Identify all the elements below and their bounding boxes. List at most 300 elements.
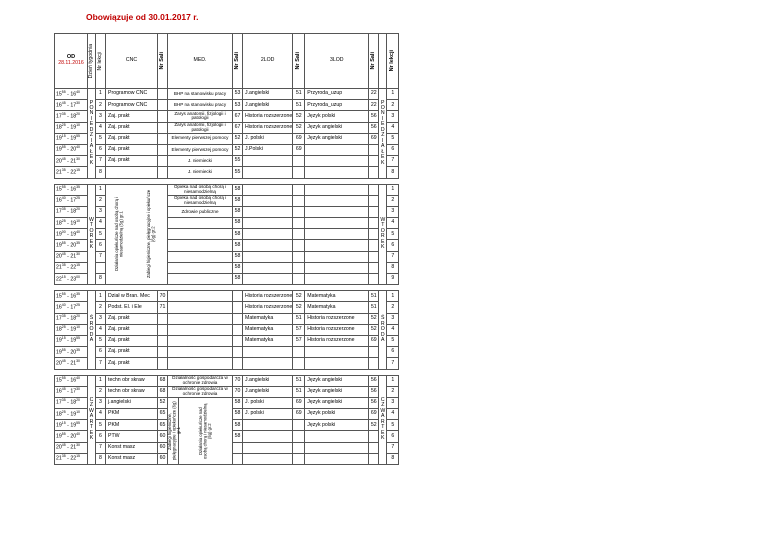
med-room: 58 — [233, 229, 243, 240]
lod3-room: 52 — [369, 324, 379, 335]
med-subject: Opieka nad osobą chorą i niesamodzielną — [168, 195, 233, 206]
lesson-number: 4 — [96, 409, 106, 420]
lesson-time: $17^{35} - 18^{20}$ — [55, 397, 88, 408]
lesson-time: $17^{35} - 18^{20}$ — [55, 111, 88, 122]
lod3-subject — [305, 240, 369, 251]
lod2-room — [293, 251, 305, 262]
lod3-room — [369, 206, 379, 217]
lesson-number: 7 — [96, 442, 106, 453]
med-room — [233, 291, 243, 302]
lesson-number: 2 — [96, 100, 106, 111]
lod2-room: 52 — [293, 111, 305, 122]
day-label-left: W T O R E K — [88, 184, 96, 285]
lod2-subject — [243, 453, 293, 464]
lesson-time: $21^{35} - 22^{15}$ — [55, 453, 88, 464]
od-header — [55, 34, 88, 89]
med-subject: Elementy pierwszej pomocy — [168, 133, 233, 144]
lod2-room — [293, 156, 305, 167]
lesson-time: $19^{00} - 19^{40}$ — [55, 229, 88, 240]
lesson-number-right: 1 — [387, 291, 399, 302]
lesson-number-right: 6 — [387, 144, 399, 155]
cnc-room: 70 — [158, 291, 168, 302]
table-row — [55, 184, 399, 195]
med-subject — [168, 347, 233, 358]
lod3-subject — [305, 453, 369, 464]
table-row — [55, 133, 399, 144]
lesson-time: $19^{55} - 20^{35}$ — [55, 240, 88, 251]
lod2-subject: J. polski — [243, 397, 293, 408]
lod3-subject: Język angielski — [305, 397, 369, 408]
lesson-number: 7 — [96, 358, 106, 369]
lod2-subject — [243, 431, 293, 442]
med-room: 58 — [233, 184, 243, 195]
lod2-subject: J. polski — [243, 409, 293, 420]
cnc-room — [158, 122, 168, 133]
med-room: 52 — [233, 133, 243, 144]
lod3-room: 56 — [369, 397, 379, 408]
lod3-subject — [305, 358, 369, 369]
med-room — [233, 347, 243, 358]
lod2-subject — [243, 240, 293, 251]
cnc-room: 60 — [158, 431, 168, 442]
lod2-subject — [243, 167, 293, 178]
lod3-subject — [305, 431, 369, 442]
lod3-room — [369, 347, 379, 358]
lesson-time: $17^{35} - 18^{20}$ — [55, 313, 88, 324]
lesson-time: $18^{25} - 19^{10}$ — [55, 218, 88, 229]
med-subject — [168, 229, 233, 240]
med-subject: Zarys anatomii, fizjologii i patologii — [168, 122, 233, 133]
lesson-number: 8 — [96, 453, 106, 464]
lod2-subject — [243, 420, 293, 431]
table-row — [55, 89, 399, 100]
lod3-subject: Język polski — [305, 111, 369, 122]
med-room: 67 — [233, 122, 243, 133]
lesson-time: $20^{45} - 21^{30}$ — [55, 442, 88, 453]
lesson-number: 7 — [96, 156, 106, 167]
lod2-subject: J.Polski — [243, 144, 293, 155]
lod2-subject: Historia rozszerzone — [243, 291, 293, 302]
cnc-room: 52 — [158, 397, 168, 408]
cnc-subject: Podst. El. i Ele — [106, 302, 158, 313]
lod2-subject — [243, 195, 293, 206]
lod2-room — [293, 195, 305, 206]
cnc-subject: Zaj. prakt — [106, 347, 158, 358]
day-label-right: P O N I E D Z I A Ł E K — [379, 89, 387, 179]
lesson-number-right: 1 — [387, 89, 399, 100]
lod3-subject: Język angielski — [305, 122, 369, 133]
lod3-room: 52 — [369, 313, 379, 324]
col-room1-header: Nr Sali — [158, 34, 168, 89]
cnc-room: 60 — [158, 453, 168, 464]
med-room: 52 — [233, 144, 243, 155]
lesson-number: 3 — [96, 206, 106, 217]
cnc-room: 65 — [158, 409, 168, 420]
lesson-time: $16^{40} - 17^{25}$ — [55, 195, 88, 206]
lod2-room: 69 — [293, 409, 305, 420]
lesson-number: 6 — [96, 347, 106, 358]
col-nr-header: Nr lekcji — [387, 34, 399, 89]
lesson-number-right: 2 — [387, 386, 399, 397]
lesson-number-right: 9 — [387, 274, 399, 285]
lod3-room — [369, 251, 379, 262]
table-row — [55, 313, 399, 324]
lod2-subject: Matematyka — [243, 324, 293, 335]
table-row — [55, 347, 399, 358]
med-room — [233, 442, 243, 453]
lod2-subject — [243, 206, 293, 217]
lesson-time: $19^{15} - 19^{55}$ — [55, 133, 88, 144]
med-room: 58 — [233, 409, 243, 420]
lod2-subject: J. polski — [243, 133, 293, 144]
cnc-group-block: Działania opiekuńcze nad osobą chorą i niesamodzielną (5g) gr.1 Zabiegi higieniczne, pielęgnacyjne i opiekuńcze (6g) gr.2 — [106, 184, 168, 285]
cnc-subject: PTW — [106, 431, 158, 442]
col-med-header: MED. — [168, 34, 233, 89]
cnc-subject: Dział w Bran. Mec — [106, 291, 158, 302]
day-label-right: W T O R E K — [379, 184, 387, 285]
lesson-number-right: 4 — [387, 324, 399, 335]
med-room: 58 — [233, 274, 243, 285]
lod3-room: 56 — [369, 122, 379, 133]
table-row — [55, 100, 399, 111]
med-room: 70 — [233, 386, 243, 397]
med-group-block: Zabiegi higieniczne, pielęgnacyjne i opiekuńcze (6g) gr.1 — [168, 397, 179, 464]
med-subject — [168, 302, 233, 313]
lod3-room: 51 — [369, 291, 379, 302]
lod3-room — [369, 229, 379, 240]
lod2-subject: Historia rozszerzone — [243, 122, 293, 133]
lod2-subject: Historia rozszerzone — [243, 111, 293, 122]
cnc-room — [158, 156, 168, 167]
lod3-room: 69 — [369, 335, 379, 346]
lesson-number-right: 8 — [387, 167, 399, 178]
lesson-number-right: 2 — [387, 100, 399, 111]
med-room: 58 — [233, 240, 243, 251]
lod2-room — [293, 358, 305, 369]
med-room: 70 — [233, 375, 243, 386]
lod3-room — [369, 144, 379, 155]
lesson-number: 3 — [96, 397, 106, 408]
lesson-time: $19^{55} - 20^{35}$ — [55, 347, 88, 358]
lod3-subject: Język angielski — [305, 386, 369, 397]
lod3-subject — [305, 251, 369, 262]
med-subject: Działalność gospodarcza w ochronie zdrowia — [168, 375, 233, 386]
lod3-room — [369, 195, 379, 206]
cnc-subject: Zaj. prakt — [106, 111, 158, 122]
lod3-room: 69 — [369, 409, 379, 420]
lesson-number-right: 6 — [387, 240, 399, 251]
med-room: 58 — [233, 206, 243, 217]
lesson-time: $18^{25} - 19^{10}$ — [55, 324, 88, 335]
lesson-number-right: 7 — [387, 156, 399, 167]
lesson-time: $15^{55} - 16^{35}$ — [55, 184, 88, 195]
lod3-subject: Język polski — [305, 420, 369, 431]
timetable — [54, 33, 399, 465]
cnc-room — [158, 347, 168, 358]
lod3-subject — [305, 347, 369, 358]
cnc-room: 71 — [158, 302, 168, 313]
lod3-subject — [305, 167, 369, 178]
lesson-number: 8 — [96, 274, 106, 285]
med-room — [233, 302, 243, 313]
table-row — [55, 156, 399, 167]
table-row — [55, 386, 399, 397]
lesson-number-right: 8 — [387, 262, 399, 273]
lod3-subject — [305, 218, 369, 229]
cnc-subject: Zaj. prakt — [106, 335, 158, 346]
lod2-room: 52 — [293, 122, 305, 133]
col-room2-header: Nr Sali — [233, 34, 243, 89]
med-subject — [168, 274, 233, 285]
lesson-number: 3 — [96, 313, 106, 324]
lesson-number: 4 — [96, 218, 106, 229]
lesson-number: 6 — [96, 240, 106, 251]
lod2-subject: Matematyka — [243, 335, 293, 346]
cnc-room — [158, 324, 168, 335]
lod2-room: 51 — [293, 100, 305, 111]
lesson-number: 5 — [96, 420, 106, 431]
med-subject: J. niemiecki — [168, 167, 233, 178]
lesson-number: 1 — [96, 375, 106, 386]
lesson-number-right: 3 — [387, 111, 399, 122]
lod3-room — [369, 156, 379, 167]
lod2-room: 69 — [293, 133, 305, 144]
lesson-number: 1 — [96, 184, 106, 195]
lod3-room — [369, 262, 379, 273]
lod2-room: 51 — [293, 313, 305, 324]
lod3-subject — [305, 442, 369, 453]
med-room — [233, 335, 243, 346]
cnc-room — [158, 313, 168, 324]
lesson-number: 5 — [96, 335, 106, 346]
lod2-subject — [243, 156, 293, 167]
table-row — [55, 375, 399, 386]
lesson-number-right: 3 — [387, 206, 399, 217]
cnc-room: 68 — [158, 375, 168, 386]
med-room: 55 — [233, 167, 243, 178]
cnc-room — [158, 167, 168, 178]
lod3-room: 69 — [369, 133, 379, 144]
lod2-room: 51 — [293, 386, 305, 397]
cnc-subject: Programow CNC — [106, 89, 158, 100]
cnc-room — [158, 358, 168, 369]
lesson-time: $20^{45} - 21^{30}$ — [55, 251, 88, 262]
lod2-subject — [243, 218, 293, 229]
cnc-room: 65 — [158, 420, 168, 431]
lesson-time: $21^{35} - 22^{15}$ — [55, 262, 88, 273]
lod3-room — [369, 431, 379, 442]
med-subject: Działalność gospodarcza w ochronie zdrowia — [168, 386, 233, 397]
table-row — [55, 335, 399, 346]
med-room: 58 — [233, 251, 243, 262]
lod2-subject — [243, 229, 293, 240]
od-date: 28.11.2016 — [58, 60, 84, 67]
lod2-subject: J.angielski — [243, 375, 293, 386]
od-label: OD — [66, 54, 76, 61]
med-subject — [168, 291, 233, 302]
med-subject — [168, 313, 233, 324]
table-row — [55, 324, 399, 335]
lod2-room — [293, 167, 305, 178]
cnc-room — [158, 133, 168, 144]
cnc-subject: Zaj. prakt — [106, 358, 158, 369]
lod2-room: 57 — [293, 324, 305, 335]
lod3-subject: Przyroda_uzup — [305, 89, 369, 100]
table-row — [55, 397, 399, 408]
lod2-subject — [243, 251, 293, 262]
lod3-subject — [305, 274, 369, 285]
lod3-subject: Historia rozszerzone — [305, 313, 369, 324]
day-label-left: P O N I E D Z I A Ł E K — [88, 89, 96, 179]
lesson-number-right: 2 — [387, 302, 399, 313]
med-room — [233, 313, 243, 324]
lesson-number-right: 2 — [387, 195, 399, 206]
lesson-number: 6 — [96, 144, 106, 155]
med-subject — [168, 251, 233, 262]
lod2-subject — [243, 274, 293, 285]
lesson-number-right: 3 — [387, 313, 399, 324]
cnc-room: 60 — [158, 442, 168, 453]
lesson-number-right: 3 — [387, 397, 399, 408]
col-day-header: Dzień tygodnia — [88, 34, 96, 89]
lesson-time: $19^{55} - 20^{40}$ — [55, 431, 88, 442]
lesson-time: $19^{15} - 19^{55}$ — [55, 420, 88, 431]
lod2-room — [293, 431, 305, 442]
lod2-room — [293, 229, 305, 240]
cnc-subject: Zaj. prakt — [106, 133, 158, 144]
lod3-subject — [305, 156, 369, 167]
lod2-subject — [243, 184, 293, 195]
col-room4-header: Nr Sali — [369, 34, 379, 89]
lod3-room — [369, 240, 379, 251]
med-group-block-2: Działania opiekuńcze nad osobą chorą i niesamodzielną (5g) gr.2 — [179, 397, 233, 464]
lod3-room: 56 — [369, 111, 379, 122]
med-room: 53 — [233, 100, 243, 111]
header-row — [55, 34, 399, 89]
col-day2-header — [379, 34, 387, 89]
med-subject: BHP na stanowisku pracy — [168, 100, 233, 111]
lod2-subject — [243, 358, 293, 369]
lod2-subject: Historia rozszerzone — [243, 302, 293, 313]
lod3-room: 22 — [369, 89, 379, 100]
med-room — [233, 453, 243, 464]
lod3-subject: Język angielski — [305, 375, 369, 386]
lod2-subject — [243, 347, 293, 358]
med-room: 58 — [233, 397, 243, 408]
med-subject — [168, 240, 233, 251]
lod2-room — [293, 453, 305, 464]
med-subject — [168, 324, 233, 335]
med-subject — [168, 358, 233, 369]
lesson-number-right: 5 — [387, 133, 399, 144]
lesson-time: $18^{25} - 19^{10}$ — [55, 122, 88, 133]
med-subject: Zdrowie publiczne — [168, 206, 233, 217]
col-room3-header: Nr Sali — [293, 34, 305, 89]
table-row — [55, 302, 399, 313]
med-room — [233, 324, 243, 335]
lod3-room — [369, 218, 379, 229]
med-room: 58 — [233, 420, 243, 431]
lod3-room — [369, 167, 379, 178]
lod3-room — [369, 358, 379, 369]
lesson-number-right: 4 — [387, 122, 399, 133]
table-row — [55, 111, 399, 122]
lod3-room: 52 — [369, 420, 379, 431]
lesson-number-right: 4 — [387, 218, 399, 229]
lesson-time: $21^{35} - 22^{15}$ — [55, 167, 88, 178]
table-row — [55, 144, 399, 155]
cnc-subject: j.angielski — [106, 397, 158, 408]
med-room — [233, 358, 243, 369]
lod3-subject: Język polski — [305, 409, 369, 420]
col-3lod-header: 3LOD — [305, 34, 369, 89]
lod3-room: 51 — [369, 302, 379, 313]
lod2-room — [293, 262, 305, 273]
cnc-subject: Konst masz — [106, 442, 158, 453]
lod3-subject — [305, 195, 369, 206]
lesson-time: $16^{45} - 17^{30}$ — [55, 386, 88, 397]
med-room: 58 — [233, 262, 243, 273]
lod2-subject: Matematyka — [243, 313, 293, 324]
cnc-subject: Zaj. prakt — [106, 122, 158, 133]
med-room: 58 — [233, 195, 243, 206]
lod2-room: 69 — [293, 397, 305, 408]
lesson-number: 2 — [96, 386, 106, 397]
lod2-room: 57 — [293, 335, 305, 346]
cnc-room — [158, 111, 168, 122]
med-subject — [168, 262, 233, 273]
lod3-room — [369, 274, 379, 285]
lesson-number: 4 — [96, 324, 106, 335]
cnc-subject: techn obr skraw — [106, 375, 158, 386]
lesson-time: $22^{15} - 23^{00}$ — [55, 274, 88, 285]
table-row — [55, 291, 399, 302]
lesson-number: 5 — [96, 133, 106, 144]
med-subject — [168, 335, 233, 346]
lesson-number-right: 6 — [387, 347, 399, 358]
lesson-number-right: 1 — [387, 184, 399, 195]
page-title: Obowiązuje od 30.01.2017 r. — [86, 12, 199, 22]
lesson-number-right: 4 — [387, 409, 399, 420]
lesson-number: 2 — [96, 195, 106, 206]
lesson-time: $17^{35} - 18^{20}$ — [55, 206, 88, 217]
lesson-number: 5 — [96, 229, 106, 240]
lesson-number: 6 — [96, 431, 106, 442]
col-lesson-header: Nr lekcji — [96, 34, 106, 89]
lod2-room — [293, 420, 305, 431]
lesson-number-right: 7 — [387, 442, 399, 453]
lesson-number: 3 — [96, 111, 106, 122]
lod2-subject: J.angielski — [243, 89, 293, 100]
col-2lod-header: 2LOD — [243, 34, 293, 89]
lesson-number: 2 — [96, 302, 106, 313]
lesson-time: $19^{15} - 19^{55}$ — [55, 335, 88, 346]
lesson-number-right: 7 — [387, 251, 399, 262]
lesson-number-right: 6 — [387, 431, 399, 442]
lesson-time: $16^{40} - 17^{25}$ — [55, 302, 88, 313]
cnc-subject: PKM — [106, 420, 158, 431]
cnc-subject: Zaj. prakt — [106, 144, 158, 155]
cnc-subject: techn obr skraw — [106, 386, 158, 397]
lod2-subject: J.angielski — [243, 100, 293, 111]
med-room: 58 — [233, 218, 243, 229]
lesson-number: 4 — [96, 122, 106, 133]
lod3-room — [369, 453, 379, 464]
day-label-left: C Z W A R T E K — [88, 375, 96, 465]
lod2-room: 69 — [293, 144, 305, 155]
cnc-room — [158, 89, 168, 100]
day-label-right: C Z W A R T E K — [379, 375, 387, 465]
